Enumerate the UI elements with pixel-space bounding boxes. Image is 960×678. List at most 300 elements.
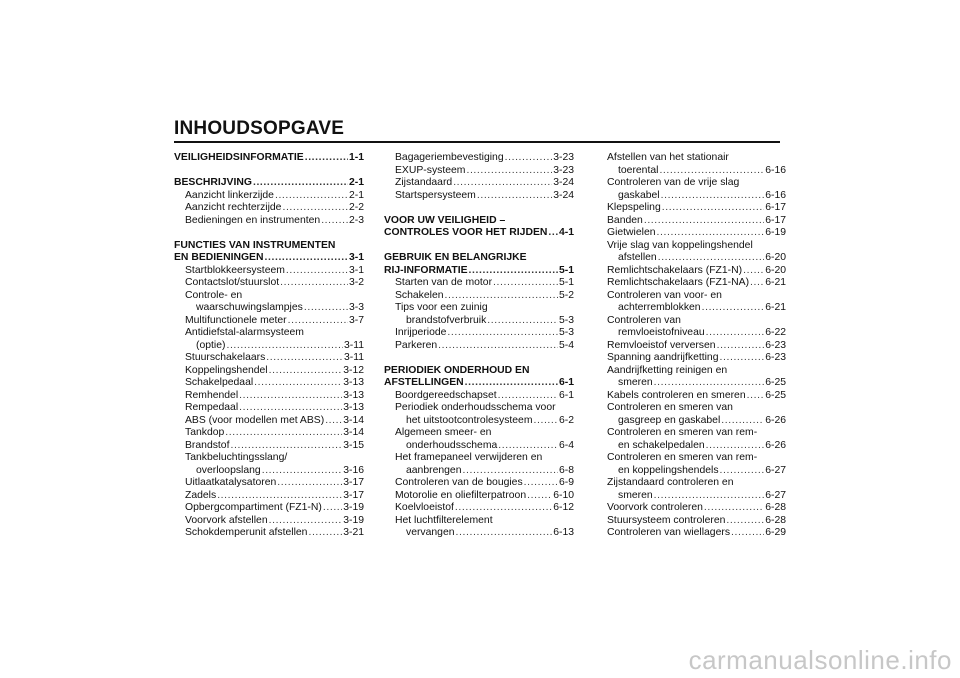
toc-entry[interactable]: [384, 402, 574, 415]
toc-dot-leader: [657, 227, 765, 240]
toc-page-number: 5-3: [558, 314, 574, 326]
toc-entry-title: Controleren en smeren van: [607, 402, 733, 413]
toc-page-number: 3-24: [553, 177, 574, 188]
toc-entry-title: Rempedaal: [185, 402, 239, 413]
toc-page-number: 5-1: [558, 277, 574, 288]
toc-entry-title: Klepspeling: [607, 202, 661, 213]
toc-page-number: 5-2: [558, 289, 574, 301]
toc-entry-title: vervangen: [406, 527, 455, 538]
toc-dot-leader: [662, 202, 764, 215]
toc-dot-leader: [462, 465, 557, 478]
toc-entry[interactable]: [384, 465, 574, 478]
toc-entry-title: Schokdemperunit afstellen: [185, 527, 308, 538]
toc-page-number: 2-1: [348, 177, 364, 188]
toc-entry-title: Controleren van de vrije slag: [607, 177, 740, 188]
toc-entry[interactable]: [384, 340, 574, 353]
toc-entry[interactable]: [174, 415, 364, 428]
toc-dot-leader: [487, 315, 558, 328]
toc-entry[interactable]: [596, 340, 786, 353]
toc-dot-leader: [269, 515, 343, 528]
toc-dot-leader: [447, 327, 558, 340]
toc-entry[interactable]: [174, 315, 364, 328]
toc-page-number: 6-13: [553, 527, 574, 538]
toc-dot-leader: [717, 340, 765, 353]
toc-dot-leader: [226, 340, 343, 353]
toc-entry[interactable]: [174, 477, 364, 490]
toc-section-heading[interactable]: [174, 177, 364, 190]
toc-dot-leader: [704, 502, 764, 515]
toc-entry[interactable]: [596, 177, 786, 190]
toc-page-number: 6-25: [765, 389, 786, 401]
toc-spacer: [174, 227, 364, 240]
toc-entry[interactable]: [596, 402, 786, 415]
toc-page-number: 6-21: [765, 277, 786, 288]
toc-entry-title: Voorvork afstellen: [185, 514, 268, 526]
toc-dot-leader: [282, 202, 348, 215]
toc-entry[interactable]: [174, 377, 364, 390]
toc-spacer: [384, 202, 574, 215]
toc-page-number: 6-28: [765, 502, 786, 513]
toc-entry[interactable]: [384, 502, 574, 515]
toc-entry[interactable]: [384, 415, 574, 428]
toc-entry-title: Boordgereedschapset: [395, 389, 497, 401]
toc-dot-leader: [527, 490, 552, 503]
toc-page-number: 6-29: [765, 527, 786, 538]
toc-entry[interactable]: [174, 452, 364, 465]
toc-entry[interactable]: [174, 290, 364, 303]
toc-entry-title: overloopslang: [196, 464, 261, 476]
toc-entry[interactable]: [384, 190, 574, 203]
toc-entry[interactable]: [596, 427, 786, 440]
toc-page-number: 4-1: [558, 227, 574, 238]
toc-entry-title: het uitstootcontrolesysteem: [406, 414, 533, 426]
toc-page-number: 3-13: [343, 389, 364, 401]
toc-entry[interactable]: [596, 452, 786, 465]
toc-entry[interactable]: [174, 502, 364, 515]
toc-dot-leader: [654, 377, 765, 390]
toc-page-number: 3-21: [343, 527, 364, 538]
toc-entry-title: toerental: [618, 164, 659, 176]
toc-dot-leader: [280, 277, 348, 290]
toc-dot-leader: [658, 252, 765, 265]
toc-entry-title: Remhendel: [185, 389, 239, 401]
toc-page-number: 3-13: [343, 377, 364, 388]
toc-dot-leader: [266, 352, 343, 365]
toc-entry-title: remvloeistofniveau: [618, 327, 705, 338]
toc-entry[interactable]: [596, 465, 786, 478]
toc-dot-leader: [269, 365, 343, 378]
toc-entry-title: Het framepaneel verwijderen en: [395, 452, 543, 463]
toc-entry-title: en schakelpedalen: [618, 439, 705, 451]
toc-dot-leader: [305, 152, 348, 165]
toc-page-number: 3-14: [343, 414, 364, 426]
toc-dot-leader: [466, 165, 552, 178]
toc-entry-title: Het luchtfilterelement: [395, 514, 493, 526]
toc-dot-leader: [265, 252, 348, 265]
toc-entry[interactable]: [596, 277, 786, 290]
toc-entry[interactable]: [596, 202, 786, 215]
toc-entry-title: Algemeen smeer- en: [395, 427, 492, 438]
toc-entry-title: Afstellen van het stationair: [607, 152, 729, 163]
toc-entry-title: Motorolie en oliefilterpatroon: [395, 489, 527, 501]
toc-page-number: 6-25: [765, 377, 786, 388]
toc-entry-title: Periodiek onderhoudsschema voor: [395, 402, 556, 413]
toc-entry[interactable]: [174, 465, 364, 478]
toc-entry-title: Tips voor een zuinig: [395, 302, 488, 313]
toc-entry[interactable]: [384, 277, 574, 290]
toc-entry-title: Startspersysteem: [395, 189, 476, 201]
toc-entry-title: Tankbeluchtingsslang/: [185, 452, 288, 463]
toc-entry-title: Aanzicht linkerzijde: [185, 189, 274, 201]
title-rule: [174, 141, 780, 143]
toc-entry-title: FUNCTIES VAN INSTRUMENTEN: [174, 239, 336, 251]
toc-entry-title: Stuurschakelaars: [185, 352, 266, 363]
toc-section-heading[interactable]: [384, 215, 574, 228]
toc-page-number: 5-1: [558, 264, 574, 276]
toc-entry[interactable]: [384, 152, 574, 165]
toc-column-3: [596, 152, 786, 540]
toc-dot-leader: [747, 390, 765, 403]
toc-section-heading[interactable]: [174, 240, 364, 253]
toc-entry[interactable]: [174, 427, 364, 440]
toc-dot-leader: [750, 277, 764, 290]
toc-page-number: 3-7: [348, 314, 364, 326]
toc-entry[interactable]: [596, 377, 786, 390]
toc-page-number: 3-16: [343, 464, 364, 476]
toc-dot-leader: [661, 190, 765, 203]
toc-page-number: 3-1: [348, 252, 364, 263]
toc-entry-title: Remlichtschakelaars (FZ1-N): [607, 264, 743, 276]
toc-entry[interactable]: [596, 352, 786, 365]
toc-entry[interactable]: [384, 165, 574, 178]
toc-section-heading[interactable]: [384, 265, 574, 278]
toc-entry-title: Zadels: [185, 489, 217, 501]
toc-page-number: 3-24: [553, 189, 574, 201]
toc-entry[interactable]: [596, 490, 786, 503]
toc-entry-title: Antidiefstal-alarmsysteem: [185, 327, 304, 338]
toc-page-number: 6-17: [765, 202, 786, 213]
toc-page-number: 5-4: [558, 339, 574, 351]
toc-page-number: 3-23: [553, 164, 574, 176]
toc-entry-title: Aanzicht rechterzijde: [185, 202, 282, 213]
toc-entry-title: Controleren van wiellagers: [607, 527, 731, 538]
toc-page-number: 3-14: [343, 427, 364, 438]
toc-entry-title: Multifunctionele meter: [185, 314, 287, 326]
toc-entry-title: Controleren en smeren van rem-: [607, 452, 758, 463]
toc-page-number: 6-23: [765, 339, 786, 351]
toc-dot-leader: [438, 340, 558, 353]
toc-dot-leader: [706, 440, 765, 453]
toc-section-heading[interactable]: [384, 227, 574, 240]
toc-entry-title: CONTROLES VOOR HET RIJDEN: [384, 227, 548, 238]
toc-column-1: [174, 152, 364, 540]
toc-dot-leader: [465, 377, 558, 390]
toc-entry-title: EXUP-systeem: [395, 164, 466, 176]
toc-page-number: 6-27: [765, 464, 786, 476]
toc-entry[interactable]: [596, 315, 786, 328]
toc-entry-title: Inrijperiode: [395, 327, 447, 338]
toc-entry[interactable]: [384, 490, 574, 503]
toc-page-number: 2-1: [348, 189, 364, 201]
toc-entry-title: Bedieningen en instrumenten: [185, 214, 321, 226]
toc-page-number: 6-22: [765, 327, 786, 338]
toc-entry[interactable]: [384, 177, 574, 190]
toc-entry-title: Banden: [607, 214, 643, 226]
toc-entry[interactable]: [384, 527, 574, 540]
toc-entry[interactable]: [174, 340, 364, 353]
toc-entry[interactable]: [596, 215, 786, 228]
toc-entry-title: afstellen: [618, 252, 657, 263]
toc-entry[interactable]: [384, 515, 574, 528]
toc-dot-leader: [654, 490, 765, 503]
toc-dot-leader: [456, 527, 553, 540]
toc-entry[interactable]: [174, 365, 364, 378]
toc-page-number: 6-4: [558, 439, 574, 451]
toc-entry-title: onderhoudsschema: [406, 439, 498, 451]
toc-entry-title: Schakelen: [395, 289, 444, 301]
toc-entry-title: PERIODIEK ONDERHOUD EN: [384, 364, 530, 376]
toc-entry-title: smeren: [618, 489, 653, 501]
toc-page-number: 3-2: [348, 277, 364, 288]
toc-entry[interactable]: [596, 515, 786, 528]
toc-dot-leader: [453, 177, 552, 190]
toc-entry-title: Aandrijfketting reinigen en: [607, 364, 728, 376]
toc-entry-title: aanbrengen: [406, 464, 462, 476]
toc-dot-leader: [304, 302, 348, 315]
toc-dot-leader: [533, 415, 557, 428]
toc-page-number: 3-23: [553, 152, 574, 163]
toc-section-heading[interactable]: [384, 252, 574, 265]
toc-dot-leader: [275, 190, 348, 203]
toc-dot-leader: [277, 477, 342, 490]
toc-column-2: [384, 152, 574, 540]
toc-entry-title: AFSTELLINGEN: [384, 377, 464, 388]
toc-entry[interactable]: [384, 440, 574, 453]
toc-page-number: 6-28: [765, 514, 786, 526]
toc-dot-leader: [524, 477, 558, 490]
toc-entry-title: BESCHRIJVING: [174, 177, 252, 188]
watermark: carmanualsonline.info: [688, 645, 952, 675]
toc-dot-leader: [308, 527, 342, 540]
toc-entry[interactable]: [596, 502, 786, 515]
toc-entry[interactable]: [596, 290, 786, 303]
toc-dot-leader: [498, 390, 558, 403]
toc-page-number: 6-12: [553, 502, 574, 513]
toc-dot-leader: [721, 415, 764, 428]
toc-entry-title: Zijstandaard: [395, 177, 453, 188]
toc-page-number: 2-2: [348, 202, 364, 213]
toc-page-number: 6-20: [765, 264, 786, 276]
toc-dot-leader: [321, 215, 348, 228]
toc-entry[interactable]: [596, 415, 786, 428]
toc-dot-leader: [217, 490, 342, 503]
toc-entry-title: en koppelingshendels: [618, 464, 719, 476]
toc-entry-title: Bagageriembevestiging: [395, 152, 504, 163]
toc-entry[interactable]: [174, 490, 364, 503]
toc-dot-leader: [548, 227, 558, 240]
toc-page-number: 6-26: [765, 439, 786, 451]
toc-entry-title: achterremblokken: [618, 302, 701, 313]
toc-dot-leader: [325, 415, 342, 428]
toc-entry[interactable]: [174, 215, 364, 228]
toc-entry-title: Voorvork controleren: [607, 502, 703, 513]
toc-entry[interactable]: [384, 327, 574, 340]
toc-entry-title: waarschuwingslampjes: [196, 302, 303, 313]
toc-page-number: 3-15: [343, 439, 364, 451]
toc-entry-title: ABS (voor modellen met ABS): [185, 414, 325, 426]
toc-dot-leader: [253, 177, 348, 190]
toc-entry-title: Tankdop: [185, 427, 225, 438]
toc-page-number: 3-3: [348, 302, 364, 313]
toc-entry-title: Gietwielen: [607, 227, 656, 238]
toc-entry[interactable]: [174, 202, 364, 215]
toc-entry-title: Contactslot/stuurslot: [185, 277, 280, 288]
toc-entry-title: Controleren van de bougies: [395, 477, 523, 488]
toc-page-number: 6-16: [765, 164, 786, 176]
toc-entry[interactable]: [596, 365, 786, 378]
toc-dot-leader: [726, 515, 764, 528]
toc-entry-title: brandstofverbruik: [406, 314, 487, 326]
toc-entry[interactable]: [384, 390, 574, 403]
toc-section-heading[interactable]: [384, 365, 574, 378]
toc-page-number: 3-19: [343, 514, 364, 526]
toc-page-number: 6-9: [558, 477, 574, 488]
toc-entry[interactable]: [596, 240, 786, 253]
toc-entry-title: Vrije slag van koppelingshendel: [607, 239, 753, 251]
toc-entry[interactable]: [174, 527, 364, 540]
toc-entry-title: Spanning aandrijfketting: [607, 352, 719, 363]
toc-dot-leader: [286, 265, 348, 278]
toc-page-number: 3-11: [343, 352, 364, 363]
toc-entry-title: Zijstandaard controleren en: [607, 477, 734, 488]
toc-dot-leader: [702, 302, 765, 315]
toc-page-number: 6-27: [765, 489, 786, 501]
toc-section-heading[interactable]: [174, 152, 364, 165]
toc-page-number: 3-17: [343, 477, 364, 488]
toc-entry-title: EN BEDIENINGEN: [174, 252, 264, 263]
toc-entry-title: Startblokkeersysteem: [185, 264, 285, 276]
toc-page-number: 6-16: [765, 189, 786, 201]
toc-page-number: 3-17: [343, 489, 364, 501]
toc-page-number: 6-10: [553, 489, 574, 501]
toc-dot-leader: [455, 502, 552, 515]
toc-entry[interactable]: [174, 265, 364, 278]
toc-page-number: 3-13: [343, 402, 364, 413]
toc-entry[interactable]: [596, 227, 786, 240]
toc-dot-leader: [225, 427, 342, 440]
toc-entry-title: GEBRUIK EN BELANGRIJKE: [384, 252, 527, 263]
toc-entry[interactable]: [384, 427, 574, 440]
toc-dot-leader: [477, 190, 552, 203]
toc-section-heading[interactable]: [174, 252, 364, 265]
toc-entry-title: RIJ-INFORMATIE: [384, 264, 468, 276]
toc-entry[interactable]: [174, 390, 364, 403]
toc-entry-title: Koelvloeistof: [395, 502, 454, 513]
toc-page-number: 3-1: [348, 264, 364, 276]
toc-entry-title: gaskabel: [618, 189, 660, 201]
toc-entry-title: VEILIGHEIDSINFORMATIE: [174, 152, 304, 163]
toc-page-number: 6-21: [765, 302, 786, 313]
toc-entry[interactable]: [174, 515, 364, 528]
toc-entry[interactable]: [174, 327, 364, 340]
toc-entry[interactable]: [596, 477, 786, 490]
toc-entry[interactable]: [596, 302, 786, 315]
toc-entry-title: VOOR UW VEILIGHEID –: [384, 214, 506, 226]
toc-entry[interactable]: [174, 277, 364, 290]
toc-entry[interactable]: [596, 152, 786, 165]
toc-spacer: [174, 165, 364, 178]
toc-dot-leader: [505, 152, 553, 165]
toc-entry-title: Opbergcompartiment (FZ1-N): [185, 502, 322, 513]
toc-entry-title: smeren: [618, 377, 653, 388]
toc-dot-leader: [239, 402, 342, 415]
page-title: INHOUDSOPGAVE: [174, 118, 345, 139]
toc-page-number: 6-2: [558, 414, 574, 426]
toc-dot-leader: [230, 440, 342, 453]
toc-entry-title: Uitlaatkatalysatoren: [185, 477, 277, 488]
toc-entry[interactable]: [384, 315, 574, 328]
toc-dot-leader: [659, 165, 764, 178]
toc-section-heading[interactable]: [384, 377, 574, 390]
toc-page-number: 2-3: [348, 214, 364, 226]
toc-entry[interactable]: [596, 165, 786, 178]
toc-entry-title: Controle- en: [185, 289, 243, 301]
toc-entry[interactable]: [596, 440, 786, 453]
toc-page-number: 6-1: [558, 389, 574, 401]
toc-dot-leader: [498, 440, 558, 453]
toc-entry-title: Schakelpedaal: [185, 377, 254, 388]
toc-page-number: 6-17: [765, 214, 786, 226]
toc-page-number: 6-20: [765, 252, 786, 263]
toc-entry[interactable]: [596, 252, 786, 265]
toc-entry[interactable]: [174, 440, 364, 453]
toc-page-number: 3-12: [343, 364, 364, 376]
toc-entry[interactable]: [596, 190, 786, 203]
toc-entry-title: Stuursysteem controleren: [607, 514, 726, 526]
toc-entry-title: Remvloeistof verversen: [607, 339, 716, 351]
toc-entry[interactable]: [596, 527, 786, 540]
toc-entry-title: Controleren van: [607, 314, 681, 326]
toc-dot-leader: [720, 465, 765, 478]
toc-page-number: 5-3: [558, 327, 574, 338]
toc-entry[interactable]: [174, 352, 364, 365]
toc-dot-leader: [493, 277, 558, 290]
toc-entry-title: Starten van de motor: [395, 277, 493, 288]
toc-dot-leader: [644, 215, 764, 228]
toc-entry[interactable]: [384, 452, 574, 465]
toc-entry[interactable]: [596, 390, 786, 403]
toc-entry[interactable]: [174, 190, 364, 203]
toc-dot-leader: [323, 502, 342, 515]
toc-entry[interactable]: [596, 265, 786, 278]
toc-dot-leader: [731, 527, 764, 540]
toc-entry[interactable]: [384, 302, 574, 315]
toc-entry-title: Kabels controleren en smeren: [607, 389, 746, 401]
toc-entry[interactable]: [384, 290, 574, 303]
toc-entry[interactable]: [596, 327, 786, 340]
toc-entry[interactable]: [384, 477, 574, 490]
toc-page-number: 6-19: [765, 227, 786, 238]
toc-entry[interactable]: [174, 402, 364, 415]
toc-entry-title: Controleren van voor- en: [607, 289, 722, 301]
toc-entry[interactable]: [174, 302, 364, 315]
toc-page-number: 6-26: [765, 414, 786, 426]
toc-dot-leader: [469, 265, 558, 278]
toc-entry-title: Remlichtschakelaars (FZ1-NA): [607, 277, 750, 288]
toc-dot-leader: [288, 315, 348, 328]
toc-entry-title: Brandstof: [185, 439, 230, 451]
toc-dot-leader: [262, 465, 343, 478]
